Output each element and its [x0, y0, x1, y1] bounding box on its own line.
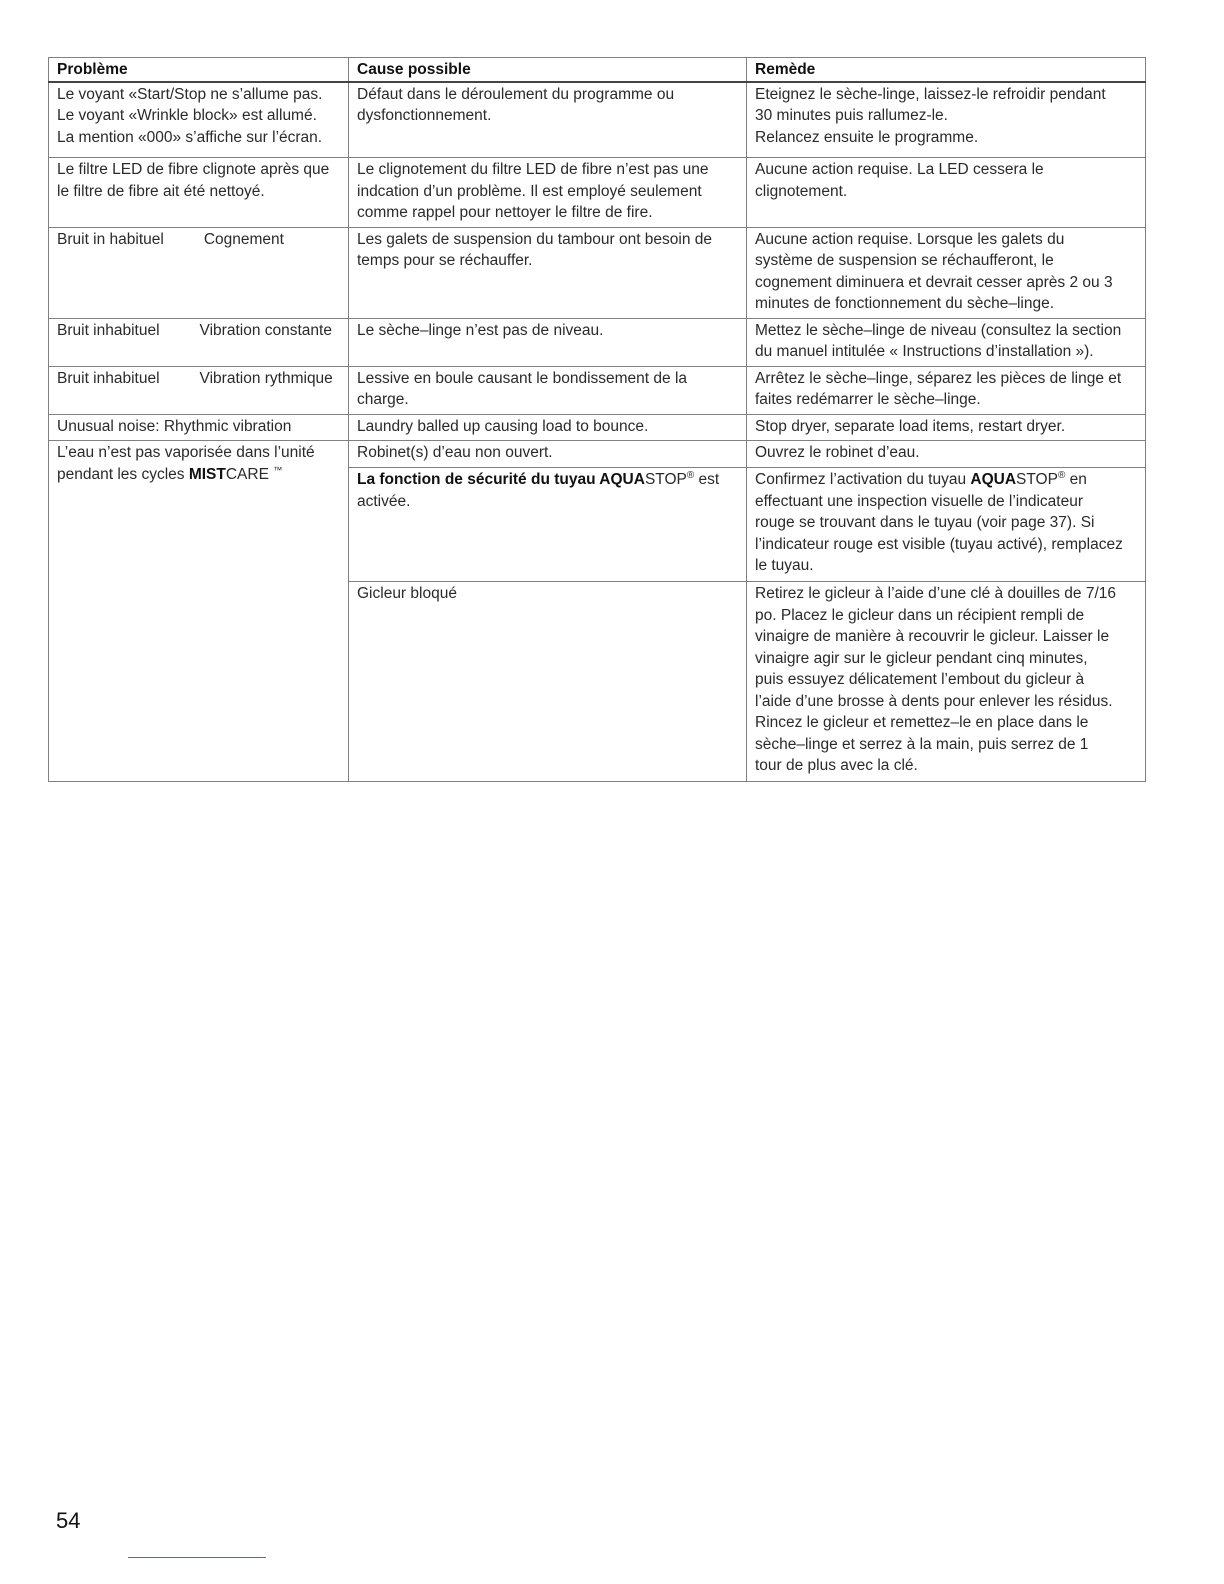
problem-cell	[49, 366, 349, 414]
mistcare-brand-rest: CARE	[225, 465, 269, 483]
problem-text: L’eau n’est pas vaporisée dans l’unité	[57, 444, 315, 461]
remedy-text: Relancez ensuite le programme.	[755, 128, 979, 146]
table-row	[49, 414, 1146, 441]
page-number: 54	[56, 1508, 81, 1533]
problem-text: Bruit inhabituel	[57, 369, 160, 387]
cause-cell	[349, 414, 747, 441]
cause-text: comme rappel pour nettoyer le filtre de fire.	[357, 204, 653, 221]
remedy-text: l’indicateur rouge est visible (tuyau activé), remplacez	[755, 535, 1123, 553]
problem-text: La mention «000» s’affiche sur l’écran.	[57, 128, 323, 146]
cause-text-bold: La fonction de sécurité du tuyau AQUA	[357, 471, 645, 488]
table-row	[49, 441, 1146, 468]
remedy-text: tour de plus avec la clé.	[755, 757, 918, 774]
remedy-text: Confirmez l’activation du tuyau	[755, 471, 971, 488]
problem-cell	[49, 82, 349, 158]
cause-text: indcation d’un problème. Il est employé seulement	[357, 182, 702, 200]
cause-text: temps pour se réchauffer.	[357, 252, 533, 269]
cause-cell	[349, 366, 747, 414]
problem-text: Unusual noise: Rhythmic vibration	[57, 417, 292, 435]
cause-text: Le clignotement du filtre LED de fibre n’est pas une	[357, 161, 709, 178]
aquastop-brand-rest: STOP	[644, 471, 687, 488]
problem-text: Le voyant «Start/Stop ne s’allume pas.	[57, 85, 323, 103]
remedy-text: cognement diminuera et devrait cesser après 2 ou 3	[755, 273, 1113, 291]
remedy-text: système de suspension se réchaufferont, le	[755, 252, 1054, 269]
remedy-cell	[747, 366, 1146, 414]
remedy-text: po. Placez le gicleur dans un récipient rempli de	[755, 606, 1085, 624]
header-remedy: Remède	[747, 58, 1146, 82]
remedy-text: Mettez le sèche–linge de niveau (consultez la section	[755, 321, 1122, 339]
registered-symbol: ®	[1057, 469, 1066, 481]
cause-text: Lessive en boule causant le bondissement de la	[357, 369, 688, 387]
table-row	[49, 318, 1146, 366]
trademark-symbol: ™	[273, 464, 283, 475]
aquastop-brand-bold: AQUA	[970, 471, 1017, 488]
remedy-text: sèche–linge et serrez à la main, puis serrez de 1	[755, 735, 1089, 753]
aquastop-brand-rest: STOP	[1016, 471, 1058, 488]
table-row	[49, 158, 1146, 228]
remedy-cell	[747, 82, 1146, 158]
remedy-text: minutes de fonctionnement du sèche–linge.	[755, 295, 1055, 312]
remedy-cell	[747, 227, 1146, 318]
remedy-text: faites redémarrer le sèche–linge.	[755, 391, 981, 408]
remedy-text: vinaigre de manière à recouvrir le gicleur. Laisser le	[755, 628, 1110, 645]
table-row	[49, 227, 1146, 318]
cause-text: Défaut dans le déroulement du programme ou	[357, 85, 675, 103]
cause-text: est	[694, 471, 720, 488]
problem-cell	[49, 227, 349, 318]
remedy-text: clignotement.	[755, 182, 848, 200]
remedy-text: en	[1065, 471, 1087, 488]
remedy-cell	[747, 441, 1146, 468]
problem-text: Bruit in habituel	[57, 230, 164, 248]
cause-text: activée.	[357, 492, 411, 510]
remedy-text: le tuyau.	[755, 557, 814, 574]
cause-text: dysfonctionnement.	[357, 107, 492, 124]
remedy-cell	[747, 318, 1146, 366]
cause-cell	[349, 318, 747, 366]
header-problem: Problème	[49, 58, 349, 82]
problem-detail: Cognement	[203, 230, 284, 248]
problem-text: pendant les cycles	[57, 465, 189, 483]
cause-text: charge.	[357, 391, 409, 408]
cause-text: Les galets de suspension du tambour ont besoin de	[357, 230, 713, 248]
mistcare-brand-bold: MIST	[188, 465, 226, 483]
remedy-text: Eteignez le sèche-linge, laissez-le refroidir pendant	[755, 85, 1106, 103]
cause-cell	[349, 82, 747, 158]
cause-cell	[349, 227, 747, 318]
cause-cell	[349, 441, 747, 468]
remedy-text: Arrêtez le sèche–linge, séparez les pièces de linge et	[755, 369, 1122, 387]
footer-rule	[128, 1557, 266, 1558]
problem-text: le filtre de fibre ait été nettoyé.	[57, 182, 265, 200]
problem-cell	[49, 158, 349, 228]
problem-cell	[49, 441, 349, 782]
table-header-row	[49, 58, 1146, 82]
header-cause: Cause possible	[349, 58, 747, 82]
remedy-text: Ouvrez le robinet d’eau.	[755, 444, 920, 461]
cause-text: Robinet(s) d’eau non ouvert.	[357, 444, 553, 461]
remedy-text: Aucune action requise. Lorsque les galets du	[755, 230, 1065, 248]
cause-cell	[349, 468, 747, 582]
remedy-cell	[747, 468, 1146, 582]
remedy-cell	[747, 414, 1146, 441]
table-row	[49, 82, 1146, 158]
cause-text: Le sèche–linge n’est pas de niveau.	[357, 321, 604, 339]
problem-text: Le filtre LED de fibre clignote après que	[57, 161, 330, 178]
troubleshooting-table	[48, 57, 1146, 782]
remedy-text: effectuant une inspection visuelle de l’indicateur	[755, 492, 1084, 510]
cause-text: Laundry balled up causing load to bounce.	[357, 417, 649, 435]
remedy-text: rouge se trouvant dans le tuyau (voir page 37). Si	[755, 514, 1095, 531]
remedy-text: Retirez le gicleur à l’aide d’une clé à douilles de 7/16	[755, 585, 1117, 602]
problem-cell	[49, 414, 349, 441]
remedy-text: l’aide d’une brosse à dents pour enlever les résidus.	[755, 692, 1113, 710]
problem-detail: Vibration rythmique	[199, 369, 333, 387]
remedy-text: Stop dryer, separate load items, restart dryer.	[755, 417, 1066, 435]
cause-cell	[349, 582, 747, 782]
problem-text: Bruit inhabituel	[57, 321, 160, 339]
remedy-text: puis essuyez délicatement l’embout du gicleur à	[755, 671, 1085, 688]
remedy-text: Rincez le gicleur et remettez–le en place dans le	[755, 714, 1089, 731]
registered-symbol: ®	[686, 469, 695, 481]
problem-detail: Vibration constante	[199, 321, 332, 339]
remedy-cell	[747, 582, 1146, 782]
problem-cell	[49, 318, 349, 366]
remedy-text: du manuel intitulée « Instructions d’installation »).	[755, 343, 1094, 360]
remedy-cell	[747, 158, 1146, 228]
remedy-text: vinaigre agir sur le gicleur pendant cinq minutes,	[755, 649, 1088, 667]
remedy-text: 30 minutes puis rallumez-le.	[755, 107, 948, 124]
problem-text: Le voyant «Wrinkle block» est allumé.	[57, 107, 317, 124]
remedy-text: Aucune action requise. La LED cessera le	[755, 161, 1044, 178]
table-row	[49, 366, 1146, 414]
cause-text: Gicleur bloqué	[357, 585, 457, 602]
cause-cell	[349, 158, 747, 228]
